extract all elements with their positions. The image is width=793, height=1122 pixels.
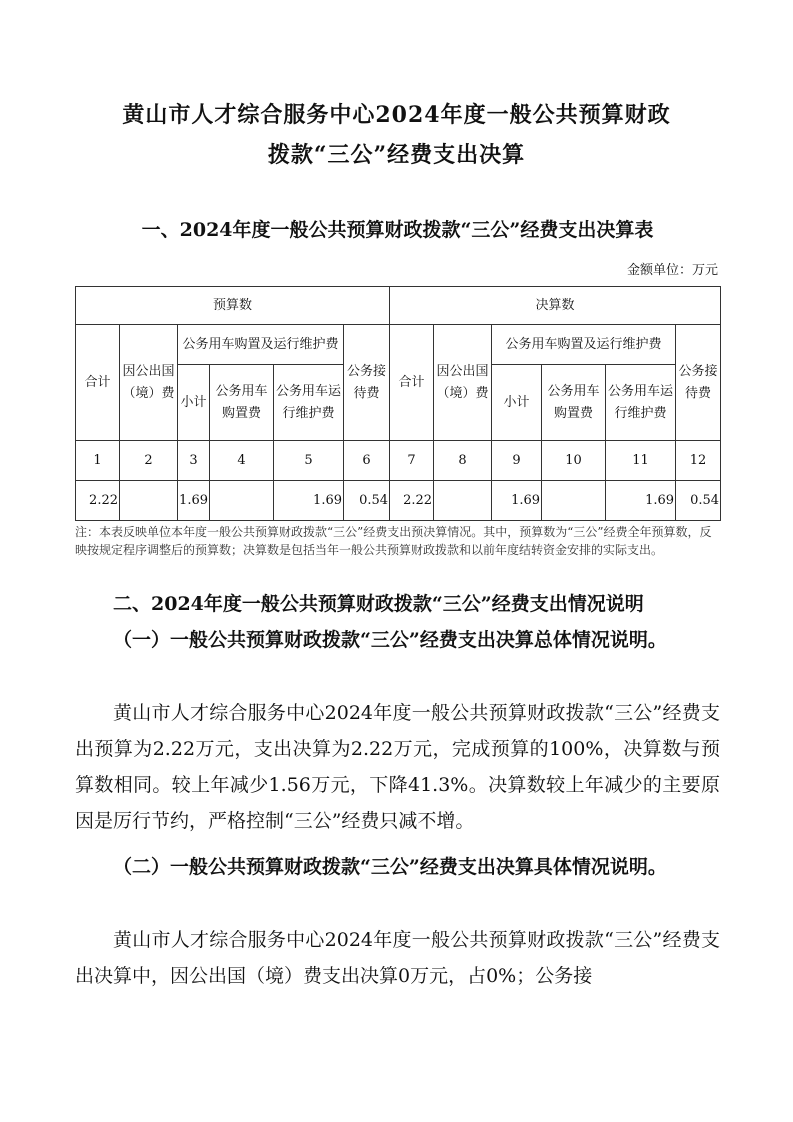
value-cell: 1.69 <box>606 481 676 521</box>
value-cell <box>120 481 178 521</box>
col-number: 4 <box>210 441 274 481</box>
unit-label: 金额单位：万元 <box>626 263 718 278</box>
header-vehicle-purchase: 公务用车购置费 <box>210 365 274 441</box>
col-number: 6 <box>344 441 390 481</box>
header-subtotal: 小计 <box>492 365 542 441</box>
header-reception: 公务接待费 <box>344 325 390 441</box>
col-number: 10 <box>542 441 606 481</box>
header-subtotal: 小计 <box>178 365 210 441</box>
col-number: 7 <box>390 441 434 481</box>
column-number-row <box>76 441 721 481</box>
section2-heading: 二、2024年度一般公共预算财政拨款“三公”经费支出情况说明 <box>113 593 644 615</box>
header-vehicle-operation: 公务用车运行维护费 <box>274 365 344 441</box>
header-overseas: 因公出国（境）费 <box>120 325 178 441</box>
header-vehicle-group: 公务用车购置及运行维护费 <box>492 325 676 365</box>
value-cell: 0.54 <box>344 481 390 521</box>
col-number: 11 <box>606 441 676 481</box>
value-cell: 1.69 <box>492 481 542 521</box>
value-cell: 2.22 <box>390 481 434 521</box>
header-reception: 公务接待费 <box>676 325 721 441</box>
value-row <box>76 481 721 521</box>
value-cell: 2.22 <box>76 481 120 521</box>
subsection2-heading: （二）一般公共预算财政拨款“三公”经费支出决算具体情况说明。 <box>113 856 667 878</box>
value-cell <box>210 481 274 521</box>
table-note: 注：本表反映单位本年度一般公共预算财政拨款“三公”经费支出预决算情况。其中，预算数为“三公”经费全年预算数，反映按规定程序调整后的预算数；决算数是包括当年一般公共预算财政拨款和以前年度结转资金安排的实际支出。 <box>75 525 712 557</box>
col-number: 2 <box>120 441 178 481</box>
document-title-line2: 拨款“三公”经费支出决算 <box>267 142 526 168</box>
col-number: 9 <box>492 441 542 481</box>
col-number: 12 <box>676 441 721 481</box>
section1-heading: 一、2024年度一般公共预算财政拨款“三公”经费支出决算表 <box>141 219 654 241</box>
header-vehicle-operation: 公务用车运行维护费 <box>606 365 676 441</box>
value-cell: 1.69 <box>178 481 210 521</box>
value-cell: 0.54 <box>676 481 721 521</box>
subsection1-paragraph: 黄山市人才综合服务中心2024年度一般公共预算财政拨款“三公”经费支出预算为2.22万元，支出决算为2.22万元，完成预算的100%，决算数与预算数相同。较上年减少1.56万元，下降41.3%。决算数较上年减少的主要原因是厉行节约，严格控制“三公”经费只减不增。 <box>75 702 720 832</box>
value-cell <box>542 481 606 521</box>
value-cell: 1.69 <box>274 481 344 521</box>
document-title-line1: 黄山市人才综合服务中心2024年度一般公共预算财政 <box>122 102 671 128</box>
subsection1-heading: （一）一般公共预算财政拨款“三公”经费支出决算总体情况说明。 <box>113 629 667 651</box>
col-number: 5 <box>274 441 344 481</box>
header-total: 合计 <box>76 325 120 441</box>
value-cell <box>434 481 492 521</box>
budget-header: 预算数 <box>76 287 390 325</box>
col-number: 3 <box>178 441 210 481</box>
header-overseas: 因公出国（境）费 <box>434 325 492 441</box>
header-total: 合计 <box>390 325 434 441</box>
final-header: 决算数 <box>390 287 721 325</box>
three-public-expenses-table <box>75 286 721 521</box>
header-vehicle-purchase: 公务用车购置费 <box>542 365 606 441</box>
header-vehicle-group: 公务用车购置及运行维护费 <box>178 325 344 365</box>
col-number: 8 <box>434 441 492 481</box>
col-number: 1 <box>76 441 120 481</box>
subsection2-paragraph: 黄山市人才综合服务中心2024年度一般公共预算财政拨款“三公”经费支出决算中，因公出国（境）费支出决算0万元，占0%；公务接 <box>75 929 720 987</box>
